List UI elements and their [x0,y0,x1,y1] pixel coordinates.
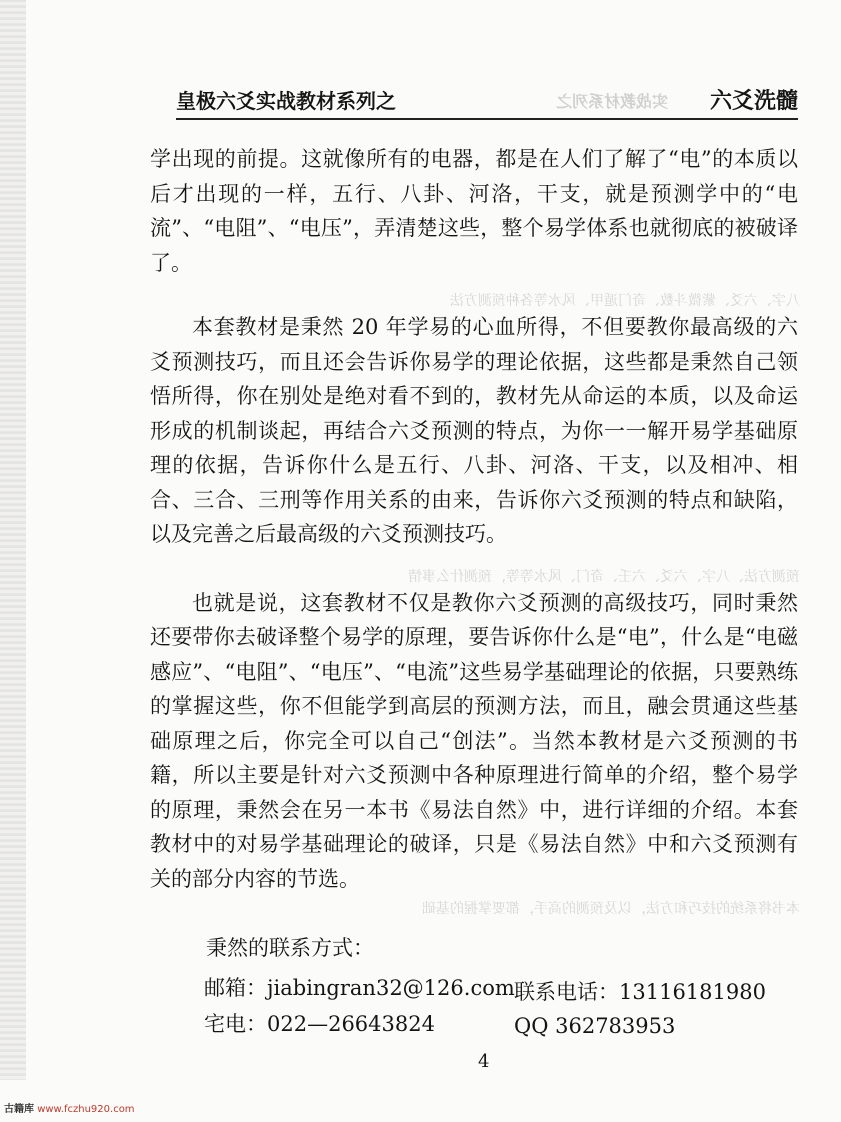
book-title: 六爻洗髓 [709,88,798,114]
contact-title: 秉然的联系方式： [206,936,374,960]
email-label: 邮箱： [204,976,267,1000]
bleed-through-text: 预测方法、八字、六爻、六壬、奇门、风水等等，预测什么事情 [408,569,800,585]
email-row [204,972,515,1002]
scan-edge-shadow [0,0,26,1080]
home-phone-label: 宅电： [204,1012,267,1036]
paragraph: 也就是说，这套教材不仅是教你六爻预测的高级技巧，同时秉然还要带你去破译整个易学的原理，要告诉你什么是“电”，什么是“电磁感应”、“电阻”、“电压”、“电流”这些易学基础理论的依据，只要熟练的掌握这些，你不但能学到高层的预测方法，而且，融会贯通这些基础原理之后，你完全可以自己“创法”。当然本教材是六爻预测的书籍，所以主要是针对六爻预测中各种原理进行简单的介绍，整个易学的原理，秉然会在另一本书《易法自然》中，进行详细的介绍。本套教材中的对易学基础理论的破译，只是《易法自然》中和六爻预测有关的部分内容的节选。 [150,590,798,891]
page-header [176,84,798,120]
phone-number: 13116181980 [619,980,766,1004]
bleed-through-text: 本书将系统的技巧和方法，以及预测的高手，都要掌握的基础 [422,901,800,917]
paragraph: 本套教材是秉然 20 年学易的心血所得，不但要教你最高级的六爻预测技巧，而且还会告诉你易学的理论依据，这些都是秉然自己领悟所得，你在别处是绝对看不到的，教材先从命运的本质，以及命运形成的机制谈起，再结合六爻预测的特点，为你一一解开易学基础原理的依据，告诉你什么是五行、八卦、河洛、干支，以及相冲、相合、三合、三刑等作用关系的由来，告诉你六爻预测的特点和缺陷，以及完善之后最高级的六爻预测技巧。 [150,315,798,546]
paragraph: 学出现的前提。这就像所有的电器，都是在人们了解了“电”的本质以后才出现的一样，五行、八卦、河洛，干支，就是预测学中的“电流”、“电阻”、“电压”，弄清楚这些，整个易学体系也就彻底的被破译了。 [150,147,798,275]
phone-label: 联系电话： [514,980,619,1004]
page-number: 4 [478,1051,490,1072]
series-title: 皇极六爻实战教材系列之 [176,89,396,113]
body-text [150,142,798,896]
bleed-through-text: 八字、六爻、紫微斗数、奇门遁甲、风水等各种预测方法 [450,293,800,309]
site-watermark [4,1100,135,1115]
home-phone-number: 022—26643824 [267,1012,435,1036]
qq-number: QQ 362783953 [514,1014,676,1038]
phone-row [514,976,766,1006]
header-bleed-through: 实战教材系列之 [556,92,669,111]
home-phone-row [204,1008,435,1038]
email-address: jiabingran32@126.com [267,976,515,1000]
watermark-brand: 古籍库 [4,1104,34,1115]
watermark-url: www.fczhu920.com [37,1104,135,1115]
